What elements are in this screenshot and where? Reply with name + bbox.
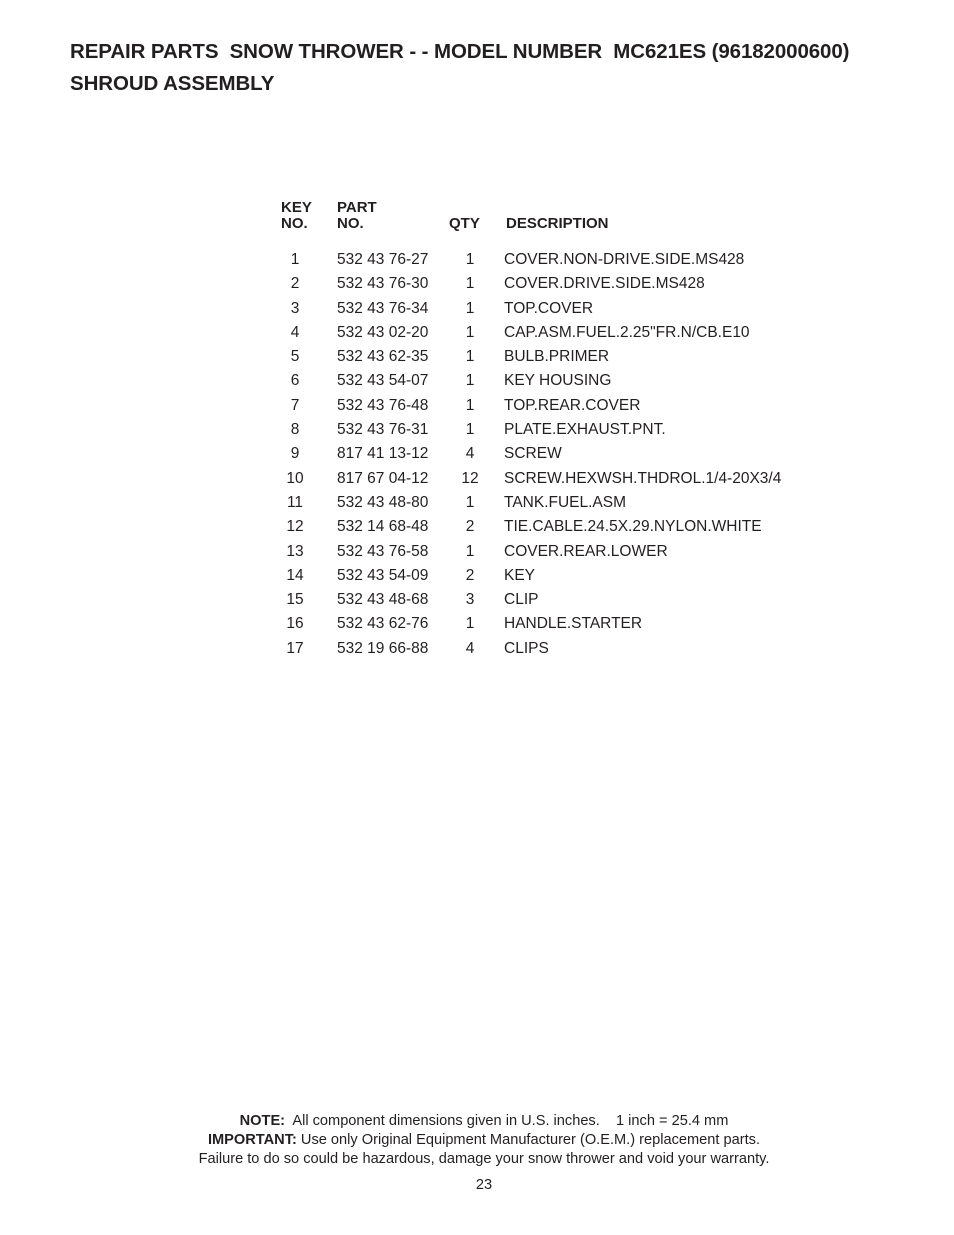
- qty-cell: 1: [465, 299, 475, 317]
- important-text: Use only Original Equipment Manufacturer (O.E.M.) replacement parts.: [296, 1132, 761, 1149]
- qty-cell: 1: [465, 542, 475, 560]
- part-no-cell: 532 43 62-76: [337, 615, 429, 633]
- key-no-cell: 6: [290, 372, 300, 390]
- key-no-cell: 10: [286, 469, 304, 487]
- part-no-cell: 532 43 76-31: [337, 421, 429, 439]
- qty-cell: 1: [465, 615, 475, 633]
- note-label: NOTE:: [239, 1113, 286, 1129]
- qty-cell: 1: [465, 275, 475, 293]
- key-no-cell: 12: [286, 518, 304, 536]
- part-no-cell: 532 43 02-20: [337, 323, 429, 341]
- key-no-cell: 16: [286, 615, 304, 633]
- description-cell: TOP.COVER: [504, 299, 594, 317]
- description-cell: HANDLE.STARTER: [504, 615, 643, 633]
- key-no-cell: 13: [286, 542, 304, 560]
- qty-cell: 4: [465, 445, 475, 463]
- header-key-line-1: KEY: [281, 199, 312, 216]
- key-no-cell: 17: [286, 639, 304, 657]
- qty-cell: 2: [465, 518, 475, 536]
- description-cell: CLIPS: [504, 639, 549, 657]
- description-cell: CLIP: [504, 591, 539, 609]
- part-no-cell: 817 67 04-12: [337, 469, 429, 487]
- part-no-cell: 532 43 48-80: [337, 493, 429, 511]
- part-no-cell: 532 43 76-27: [337, 251, 429, 268]
- description-cell: BULB.PRIMER: [504, 348, 610, 366]
- part-no-cell: 532 19 66-88: [337, 639, 429, 657]
- qty-cell: 12: [461, 469, 479, 487]
- description-cell: TANK.FUEL.ASM: [504, 493, 627, 511]
- description-cell: KEY HOUSING: [504, 372, 612, 390]
- part-no-cell: 532 43 76-30: [337, 275, 429, 293]
- part-no-cell: 532 43 54-07: [337, 372, 429, 390]
- description-cell: SCREW.HEXWSH.THDROL.1/4-20X3/4: [504, 469, 782, 487]
- footer-notes: [0, 1112, 954, 1170]
- warning-line: Failure to do so could be hazardous, damage your snow thrower and void your warranty.: [198, 1151, 770, 1168]
- qty-cell: 1: [465, 396, 475, 414]
- key-no-cell: 7: [290, 396, 300, 414]
- key-no-cell: 11: [286, 493, 304, 511]
- key-no-cell: 3: [290, 299, 300, 317]
- description-cell: TIE.CABLE.24.5X.29.NYLON.WHITE: [504, 518, 762, 536]
- note-line: [0, 1112, 954, 1131]
- key-no-cell: 2: [290, 275, 300, 293]
- part-no-cell: 532 43 76-34: [337, 299, 429, 317]
- page-title: [70, 36, 940, 100]
- part-no-cell: 532 43 76-58: [337, 542, 429, 560]
- important-label: IMPORTANT:: [207, 1132, 297, 1149]
- qty-cell: 1: [465, 348, 475, 366]
- key-no-cell: 15: [286, 591, 304, 609]
- note-text: All component dimensions given in U.S. inches. 1 inch = 25.4 mm: [285, 1113, 729, 1129]
- qty-cell: 2: [465, 566, 475, 584]
- qty-cell: 1: [465, 323, 475, 341]
- description-cell: TOP.REAR.COVER: [504, 396, 641, 414]
- part-no-cell: 532 43 54-09: [337, 566, 429, 584]
- page-title-line-1: REPAIR PARTS SNOW THROWER - - MODEL NUMBER MC621ES (96182000600): [70, 40, 850, 63]
- qty-cell: 1: [465, 421, 475, 439]
- qty-cell: 4: [465, 639, 475, 657]
- qty-cell: 1: [465, 493, 475, 511]
- header-part-line-2: NO.: [337, 214, 364, 232]
- key-no-cell: 4: [290, 323, 300, 341]
- qty-cell: 1: [465, 251, 475, 268]
- qty-cell: 3: [465, 591, 475, 609]
- important-line: [0, 1131, 954, 1150]
- part-no-cell: 532 14 68-48: [337, 518, 429, 536]
- part-no-cell: 817 41 13-12: [337, 445, 429, 463]
- page-title-line-2: SHROUD ASSEMBLY: [70, 72, 275, 95]
- description-cell: PLATE.EXHAUST.PNT.: [504, 421, 666, 439]
- description-cell: CAP.ASM.FUEL.2.25"FR.N/CB.E10: [504, 323, 750, 341]
- part-no-cell: 532 43 62-35: [337, 348, 429, 366]
- header-part-line-1: PART: [337, 199, 377, 216]
- description-cell: SCREW: [504, 445, 562, 463]
- header-description: DESCRIPTION: [506, 214, 609, 232]
- qty-cell: 1: [465, 372, 475, 390]
- description-cell: COVER.NON-DRIVE.SIDE.MS428: [504, 251, 745, 268]
- key-no-cell: 9: [290, 445, 300, 463]
- header-key-line-2: NO.: [281, 214, 308, 232]
- key-no-cell: 14: [286, 566, 304, 584]
- description-cell: COVER.REAR.LOWER: [504, 542, 668, 560]
- description-cell: COVER.DRIVE.SIDE.MS428: [504, 275, 705, 293]
- key-no-cell: 5: [290, 348, 300, 366]
- page-number: 23: [475, 1177, 493, 1193]
- key-no-cell: 8: [290, 421, 300, 439]
- description-cell: KEY: [504, 566, 536, 584]
- part-no-cell: 532 43 48-68: [337, 591, 429, 609]
- header-qty: QTY: [449, 214, 480, 232]
- key-no-cell: 1: [290, 251, 300, 268]
- part-no-cell: 532 43 76-48: [337, 396, 429, 414]
